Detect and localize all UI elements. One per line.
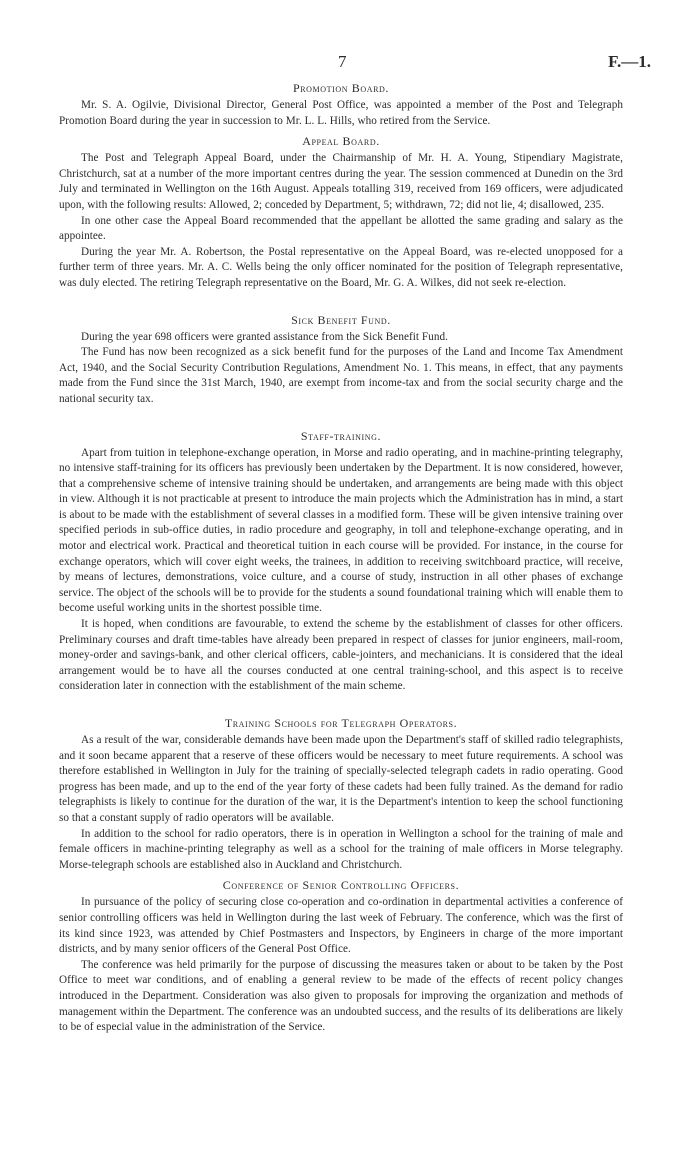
paragraph: It is hoped, when conditions are favourable, to extend the scheme by the establishment of classes for other officers. Preliminary courses and draft time-tables have already been prepared in respect of classes for junior engineers, mail-room, money-order and savings-bank, and other clerical officers, cable-jointers, and mechanicians. It is considered that the ideal arrangement would be to have all the courses conducted at one central training-school, and this aspect is to receive consideration later in connection with the establishment of the main scheme. [59, 618, 623, 693]
section-heading: Conference of Senior Controlling Officers. [222, 878, 460, 893]
paragraph: In addition to the school for radio operators, there is in operation in Wellington a school for the training of male and female officers in machine-printing telegraphy as well as a school for the training of male officers in Morse telegraphy. Morse-telegraph schools are established also in Auckland and Christchurch. [59, 827, 623, 871]
section-conference [59, 877, 623, 1035]
section-staff-training [59, 428, 623, 696]
section-sick-benefit-fund [59, 312, 623, 408]
paragraph: During the year Mr. A. Robertson, the Postal representative on the Appeal Board, was re-elected unopposed for a further term of three years. Mr. A. C. Wells being the only officer nominated for the position of Telegraph representative, was duly elected. The retiring Telegraph representative on the Board, Mr. G. A. Wilkes, did not seek re-election. [59, 245, 623, 289]
paragraph: The Post and Telegraph Appeal Board, under the Chairmanship of Mr. H. A. Young, Stipendiary Magistrate, Christchurch, sat at a number of the more important centres during the year. The session commenced at Dunedin on the 3rd July and terminated in Wellington on the 16th August. Appeals totalling 319, received from 169 officers, were adjudicated upon, with the following results: Allowed, 2; conceded by Department, 5; withdrawn, 72; did not lie, 4; disallowed, 235. [59, 152, 623, 211]
paragraph: The Fund has now been recognized as a sick benefit fund for the purposes of the Land and Income Tax Amendment Act, 1940, and the Social Security Contribution Regulations, Amendment No. 1. This means, in effect, that any payments made from the Fund since the 31st March, 1940, are exempt from income-tax and from the social security charge and the national security tax. [59, 346, 623, 405]
section-heading: Staff-training. [300, 428, 382, 443]
section-promotion-board [59, 80, 623, 129]
section-heading: Promotion Board. [292, 81, 390, 95]
section-heading: Training Schools for Telegraph Operators. [224, 716, 458, 730]
paragraph: Mr. S. A. Ogilvie, Divisional Director, General Post Office, was appointed a member of the Post and Telegraph Promotion Board during the year in succession to Mr. L. L. Hills, who retired from the Service. [59, 99, 623, 127]
document-body [59, 80, 623, 1036]
paragraph: During the year 698 officers were granted assistance from the Sick Benefit Fund. [81, 330, 448, 343]
paragraph: Apart from tuition in telephone-exchange operation, in Morse and radio operating, and in machine-printing telegraphy, no intensive staff-training for its officers has previously been undertaken by the Department. It is now considered, however, that a comprehensive scheme of intensive training should be undertaken, and arrangements are being made with this object in view. Although it is not practicable at present to introduce the main projects which the Administration has in mind, a start is about to be made with the establishment of several classes in a modified form. These will be given intensive training over specified periods in sub-office duties, in radio procedure and geography, in toll and telephone-exchange operating, and in motor and electrical work. Practical and theoretical tuition in each course will be provided. For instance, in the course for exchange operators, which will cover eight weeks, the trainees, in addition to receiving switchboard practice, will receive, by means of lectures, demonstrations, voice culture, and a course of study, instruction in all other phases of exchange service. The object of the schools will be to provide for the students a sound foundational training which will enable them to become useful working units in the shortest possible time. [59, 446, 623, 615]
page-number: 7 [338, 52, 347, 71]
section-heading: Appeal Board. [302, 134, 380, 149]
paragraph: In one other case the Appeal Board recommended that the appellant be allotted the same grading and salary as the appointee. [59, 214, 623, 243]
section-training-schools [59, 715, 623, 873]
paragraph: The conference was held primarily for the purpose of discussing the measures taken or about to be taken by the Post Office to meet war conditions, and of enabling a general review to be made of the effects of recent policy changes introduced in the Department. Consideration was also given to proposals for improving the organization and methods of management within the Department. The conference was an undoubted success, and the results of its deliberations are likely to be of especial value in the administration of the Service. [59, 958, 623, 1034]
paragraph: In pursuance of the policy of securing close co-operation and co-ordination in departmental activities a conference of senior controlling officers was held in Wellington during the last week of February. The conference, which was the first of its kind since 1923, was attended by Chief Postmasters and Inspectors, by Engineers in charge of the more important districts, and by many senior officers of the General Post Office. [59, 896, 623, 956]
paragraph: As a result of the war, considerable demands have been made upon the Department's staff of skilled radio telegraphists, and it soon became apparent that a reserve of these officers would be necessary to meet future requirements. A school was therefore established in Wellington in July for the training of specially-selected telegraph cadets in radio operating. Good progress has been made, and up to the end of the year forty of these cadets had been fully trained. As the demand for radio telegraphists is likely to continue for the duration of the war, it is the Department's intention to keep the school functioning so that a constant supply of radio operators will be available. [59, 734, 623, 824]
section-heading: Sick Benefit Fund. [291, 312, 391, 327]
document-reference: F.—1. [608, 52, 651, 71]
section-appeal-board [59, 133, 623, 291]
